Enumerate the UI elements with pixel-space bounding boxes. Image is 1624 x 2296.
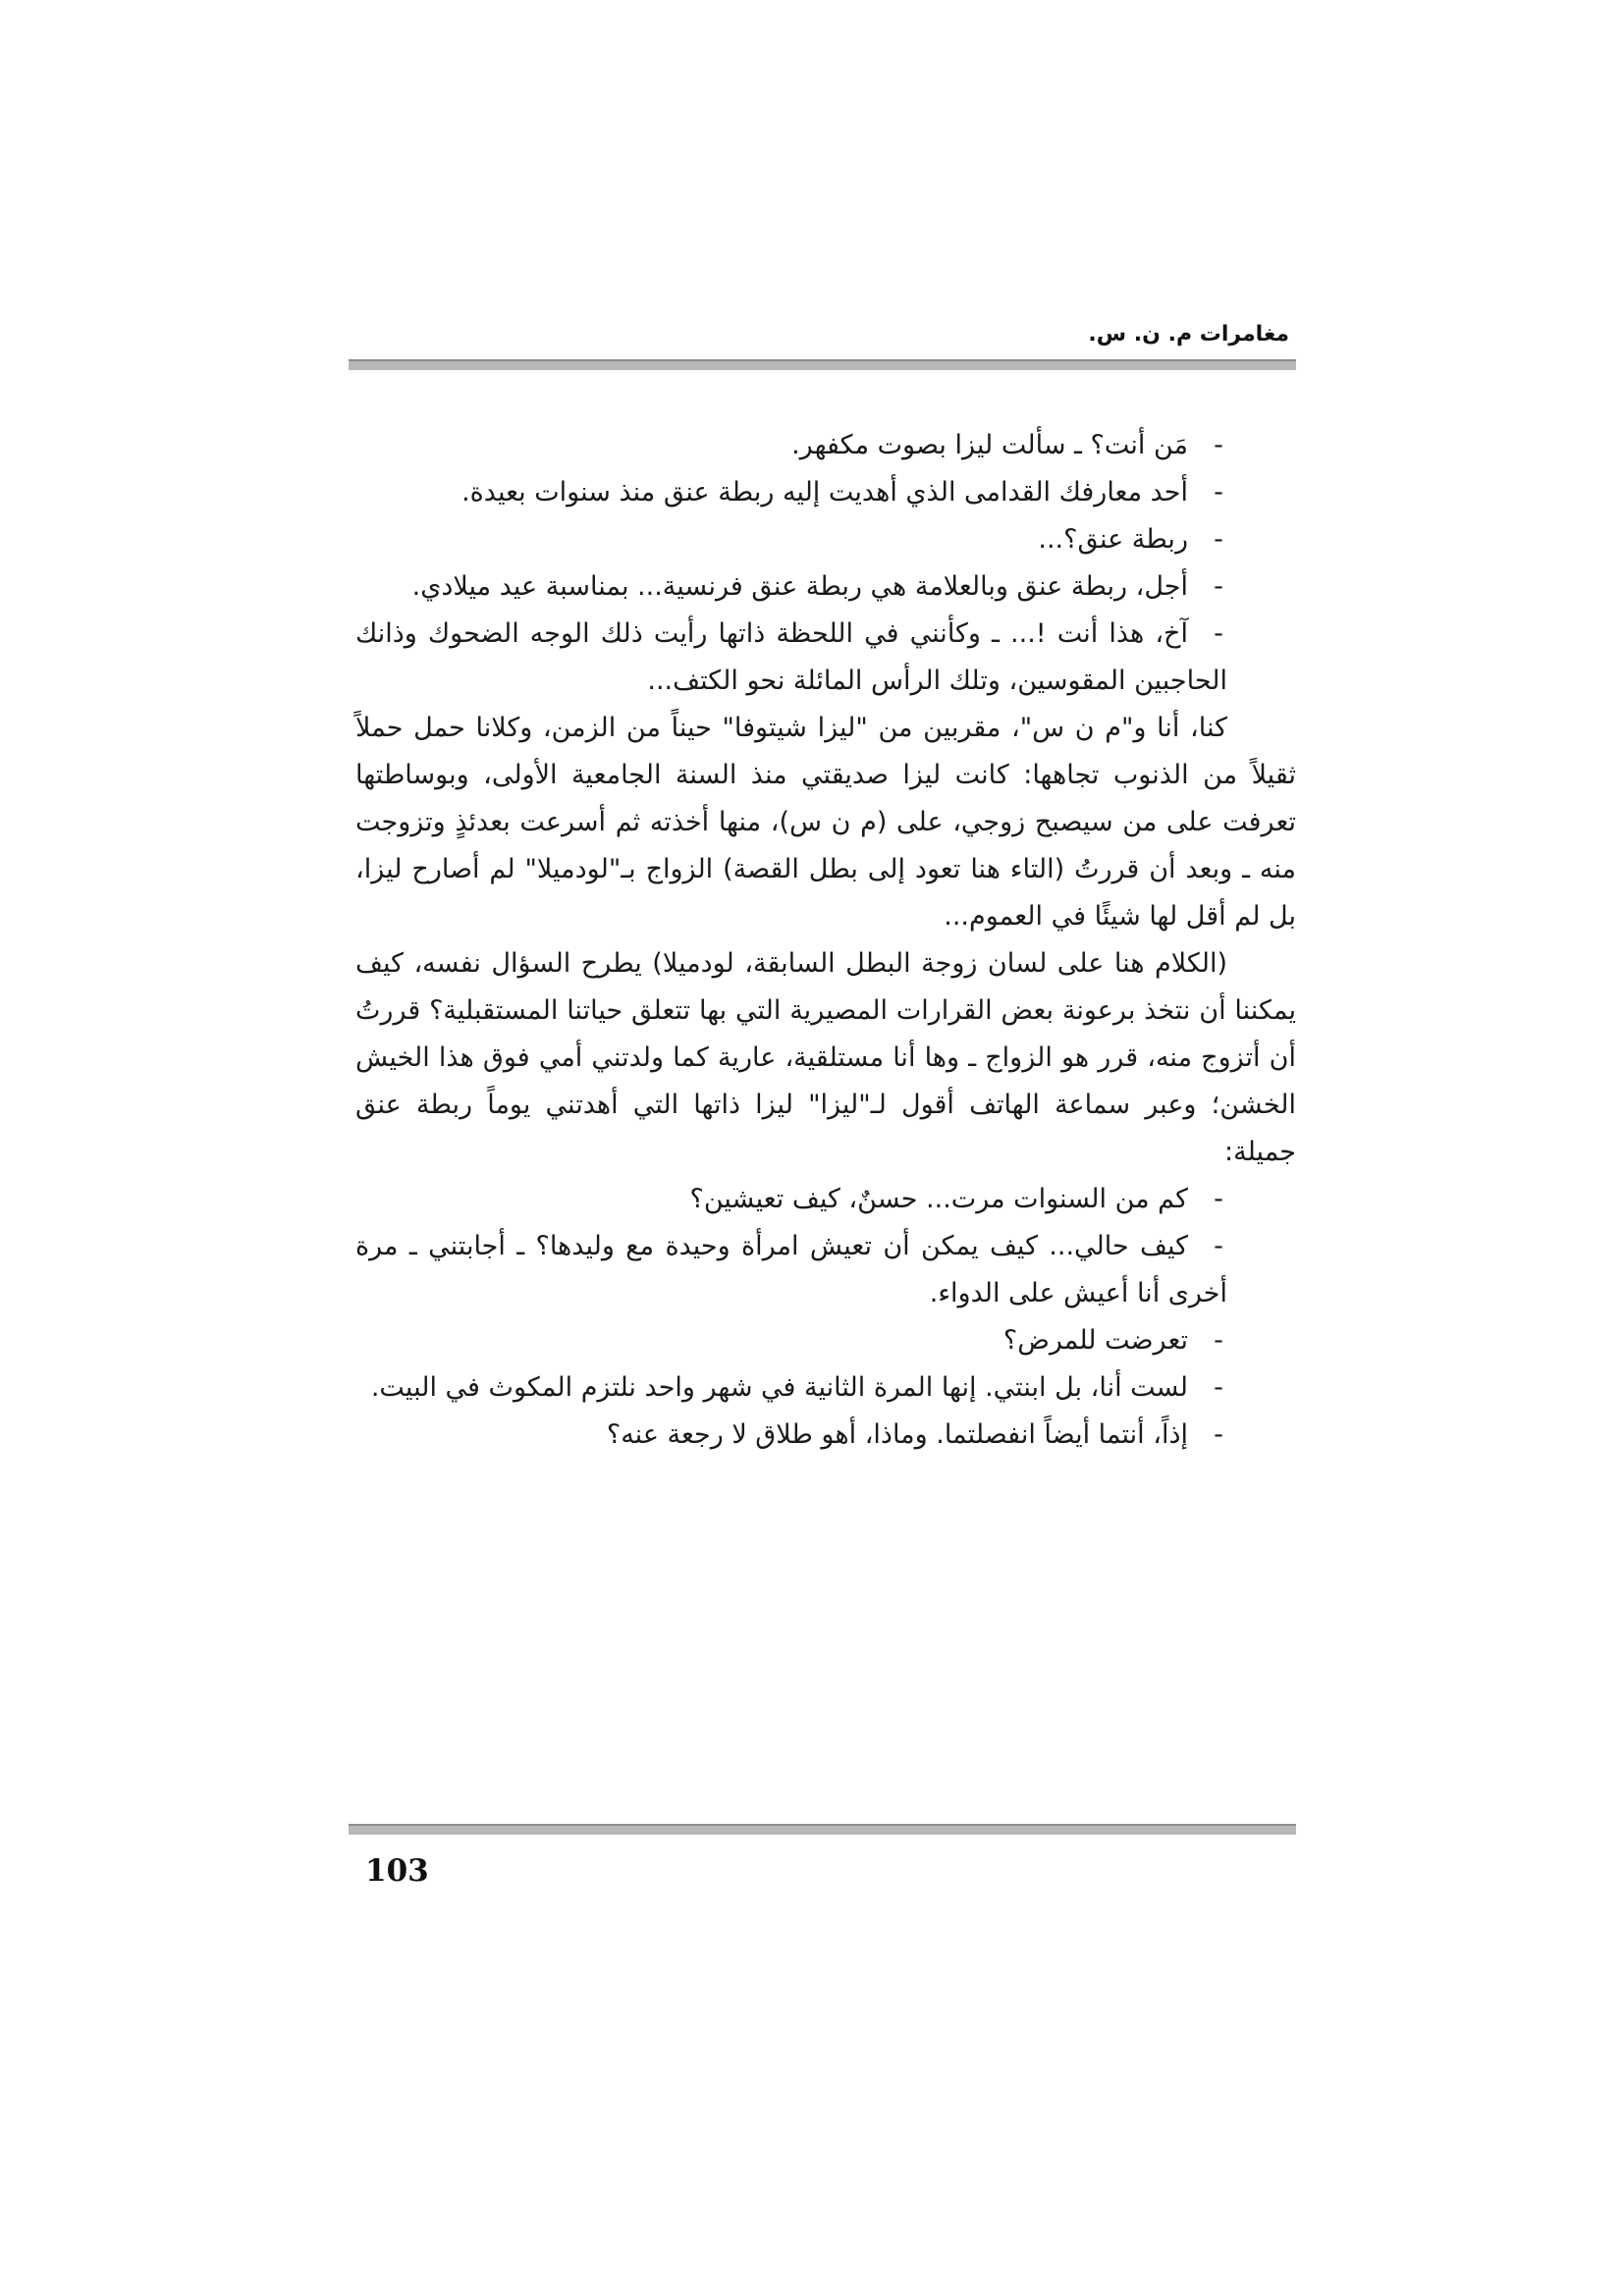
dialogue-line <box>355 516 1296 563</box>
page-number: 103 <box>365 1853 429 1889</box>
dialogue-text: كم من السنوات مرت... حسنٌ، كيف تعيشين؟ <box>689 1184 1188 1214</box>
dialogue-line <box>355 1412 1296 1459</box>
dialogue-dash: - <box>1214 1184 1223 1214</box>
running-header-title: مغامرات م. ن. س. <box>1088 322 1289 347</box>
dialogue-line <box>355 1223 1296 1317</box>
dialogue-dash: - <box>1214 1372 1223 1403</box>
dialogue-text: ربطة عنق؟... <box>1038 524 1188 555</box>
narrative-paragraph: (الكلام هنا على لسان زوجة البطل السابقة، لودميلا) يطرح السؤال نفسه، كيف يمكننا أن نتخذ برعونة بعض القرارات المصيرية التي بها تتعلق حياتنا المستقبلية؟ قررتُ أن أتزوج منه، قرر هو الزواج ـ وها أنا مستلقية، عارية كما ولدتني أمي فوق هذا الخيش الخشن؛ وعبر سماعة الهاتف أقول لـ"ليزا" ليزا ذاتها التي أهدتني يوماً ربطة عنق جميلة: <box>355 948 1296 1167</box>
page-body <box>355 422 1296 1459</box>
dialogue-dash: - <box>1214 477 1223 507</box>
dialogue-text: كيف حالي... كيف يمكن أن تعيش امرأة وحيدة مع وليدها؟ ـ أجابتني ـ مرة أخرى أنا أعيش على الدواء. <box>355 1231 1227 1308</box>
dialogue-line <box>355 1364 1296 1412</box>
dialogue-line <box>355 563 1296 611</box>
dialogue-text: آخ، هذا أنت !... ـ وكأنني في اللحظة ذاتها رأيت ذلك الوجه الضحوك وذانك الحاجبين المقوسين، وتلك الرأس المائلة نحو الكتف... <box>355 618 1227 696</box>
dialogue-text: أحد معارفك القدامى الذي أهديت إليه ربطة عنق منذ سنوات بعيدة. <box>461 477 1188 507</box>
dialogue-dash: - <box>1214 1325 1223 1356</box>
dialogue-line <box>355 1317 1296 1364</box>
dialogue-dash: - <box>1214 1231 1223 1261</box>
footer-rule <box>349 1824 1296 1835</box>
dialogue-dash: - <box>1214 618 1223 649</box>
dialogue-line <box>355 1176 1296 1223</box>
dialogue-line <box>355 611 1296 705</box>
header-rule <box>349 359 1296 370</box>
dialogue-dash: - <box>1214 1419 1223 1450</box>
dialogue-text: مَن أنت؟ ـ سألت ليزا بصوت مكفهر. <box>791 430 1188 460</box>
dialogue-text: إذاً، أنتما أيضاً انفصلتما. وماذا، أهو طلاق لا رجعة عنه؟ <box>606 1419 1188 1450</box>
dialogue-line <box>355 469 1296 516</box>
dialogue-dash: - <box>1214 430 1223 460</box>
dialogue-dash: - <box>1214 524 1223 555</box>
dialogue-line <box>355 422 1296 469</box>
dialogue-text: لست أنا، بل ابنتي. إنها المرة الثانية في شهر واحد نلتزم المكوث في البيت. <box>370 1372 1188 1403</box>
dialogue-text: تعرضت للمرض؟ <box>1002 1325 1188 1356</box>
dialogue-text: أجل، ربطة عنق وبالعلامة هي ربطة عنق فرنسية... بمناسبة عيد ميلادي. <box>411 571 1188 602</box>
narrative-paragraph: كنا، أنا و"م ن س"، مقربين من "ليزا شيتوفا" حيناً من الزمن، وكلانا حمل حملاً ثقيلاً من الذنوب تجاهها: كانت ليزا صديقتي منذ السنة الجامعية الأولى، وبوساطتها تعرفت على من سيصبح زوجي، على (م ن س)، منها أخذته ثم أسرعت بعدئذٍ وتزوجت منه ـ وبعد أن قررتُ (التاء هنا تعود إلى بطل القصة) الزواج بـ"لودميلا" لم أصارح ليزا، بل لم أقل لها شيئًا في العموم... <box>355 713 1296 932</box>
dialogue-dash: - <box>1214 571 1223 602</box>
